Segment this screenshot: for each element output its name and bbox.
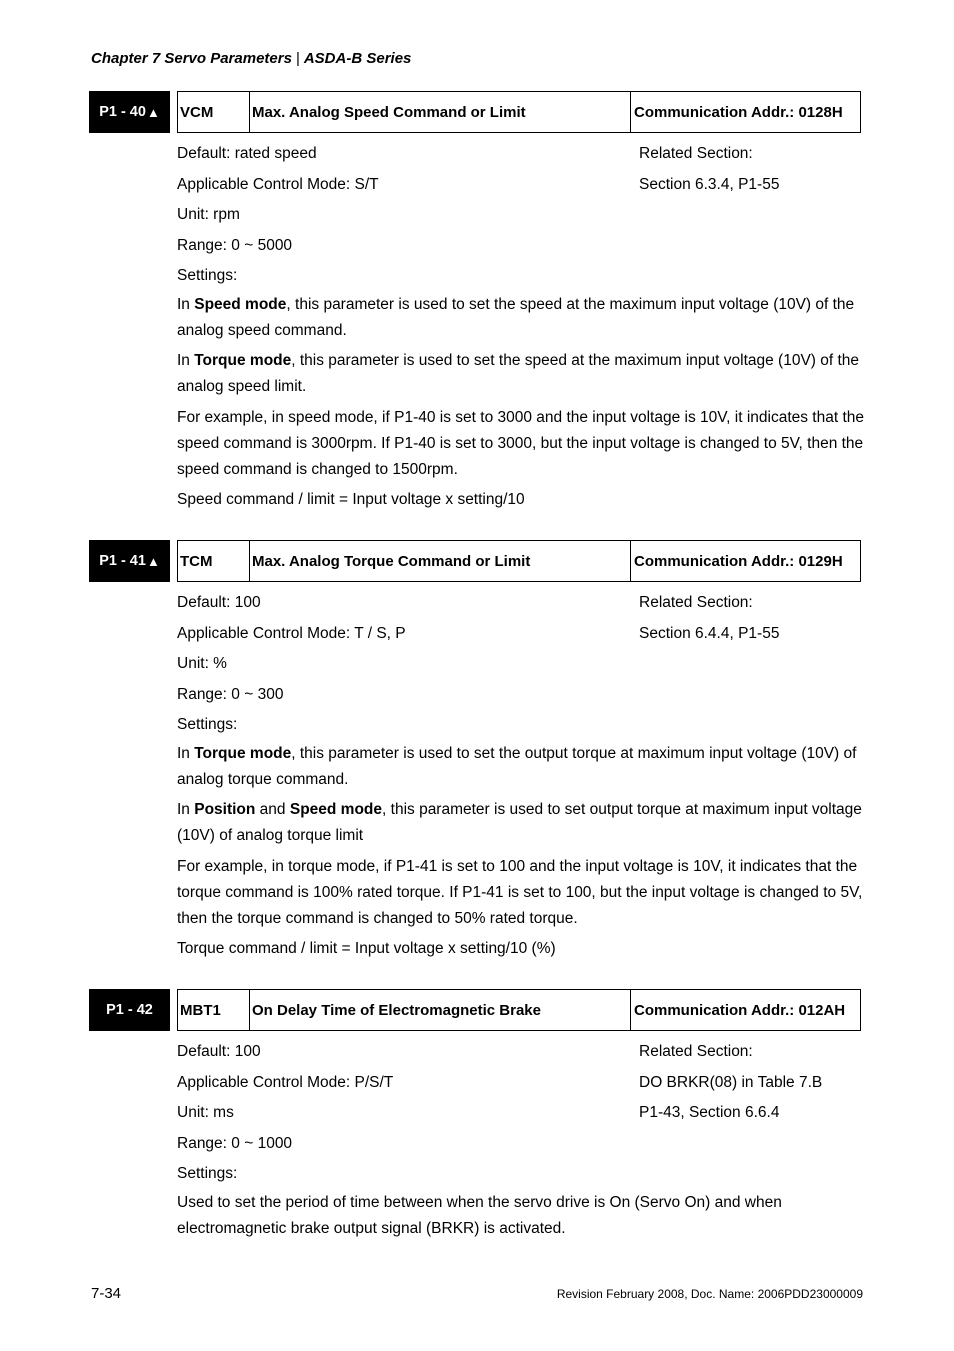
unit: Unit: rpm (177, 206, 240, 223)
param-comm-addr: Communication Addr.: 0128H (634, 103, 843, 121)
range: Range: 0 ~ 300 (177, 685, 284, 703)
triangle-marker-icon: ▲ (146, 553, 160, 569)
triangle-marker-icon: ▲ (146, 104, 160, 120)
default-value: Default: 100 (177, 594, 261, 611)
related-label: Related Section: (639, 1043, 753, 1060)
param-code: P1 - 41 (99, 553, 146, 569)
related-value: Section 6.4.4, P1-55 (639, 624, 780, 642)
param-code-badge (89, 91, 170, 133)
param-abbr: TCM (178, 541, 250, 581)
param-p1-42 (89, 989, 861, 1246)
header-separator: | (295, 50, 300, 67)
page-number: 7-34 (91, 1285, 122, 1302)
param-title-table (177, 989, 861, 1031)
param-code-badge (89, 989, 170, 1031)
settings-label: Settings: (177, 716, 238, 733)
param-comm-addr: Communication Addr.: 012AH (634, 1001, 846, 1019)
related-value: DO BRKR(08) in Table 7.B (639, 1073, 823, 1091)
settings-paragraph: Used to set the period of time between when the servo drive is On (Servo On) and when electromagnetic brake output signal (BRKR) is activated. (177, 1193, 782, 1237)
param-title-table (177, 540, 861, 582)
control-mode: Applicable Control Mode: S/T (177, 175, 379, 193)
settings-label: Settings: (177, 1165, 238, 1182)
formula: Torque command / limit = Input voltage x setting/10 (%) (177, 940, 556, 957)
settings-paragraph: In Position and Speed mode, this parameter is used to set output torque at maximum input voltage (10V) of analog torque limit (177, 801, 862, 844)
settings-paragraph: In Speed mode, this parameter is used to set the speed at the maximum input voltage (10V) of the analog speed command. (177, 295, 855, 339)
param-code: P1 - 40 (99, 104, 146, 120)
param-header (89, 540, 861, 582)
chapter-title: Chapter 7 Servo Parameters (91, 50, 292, 67)
formula: Speed command / limit = Input voltage x setting/10 (177, 491, 525, 508)
range: Range: 0 ~ 5000 (177, 236, 293, 254)
param-body (177, 588, 861, 962)
settings-paragraph: In Torque mode, this parameter is used to set the output torque at maximum input voltage (10V) of analog torque command. (177, 744, 857, 788)
param-abbr: VCM (178, 92, 250, 132)
related-label: Related Section: (639, 594, 753, 611)
param-abbr: MBT1 (178, 990, 250, 1030)
param-name: Max. Analog Torque Command or Limit (250, 541, 631, 581)
unit: Unit: ms (177, 1104, 234, 1121)
related-value: P1-43, Section 6.6.4 (639, 1104, 780, 1121)
settings-label: Settings: (177, 267, 238, 284)
related-section (639, 1037, 822, 1129)
param-body (177, 1037, 861, 1242)
default-value: Default: rated speed (177, 145, 317, 162)
related-section (639, 139, 779, 200)
param-body (177, 139, 865, 513)
param-title-table (177, 91, 861, 133)
param-code-badge (89, 540, 170, 582)
param-comm-addr: Communication Addr.: 0129H (634, 552, 843, 570)
param-name: Max. Analog Speed Command or Limit (250, 92, 631, 132)
control-mode: Applicable Control Mode: T / S, P (177, 624, 406, 642)
param-header (89, 91, 861, 133)
range: Range: 0 ~ 1000 (177, 1134, 293, 1152)
example-paragraph: For example, in torque mode, if P1-41 is set to 100 and the input voltage is 10V, it indicates that the torque command is 100% rated torque. If P1-41 is set to 100, but the input voltage is changed to 5V, then the torque command is changed to 50% rated torque. (177, 857, 863, 927)
related-value: Section 6.3.4, P1-55 (639, 175, 780, 193)
related-section (639, 588, 779, 649)
control-mode: Applicable Control Mode: P/S/T (177, 1073, 394, 1091)
param-p1-40 (89, 91, 865, 518)
related-label: Related Section: (639, 145, 753, 162)
param-p1-41 (89, 540, 861, 967)
unit: Unit: % (177, 655, 227, 672)
series-title: ASDA-B Series (303, 50, 412, 67)
param-code: P1 - 42 (106, 1002, 153, 1018)
example-paragraph: For example, in speed mode, if P1-40 is set to 3000 and the input voltage is 10V, it indicates that the speed command is 3000rpm. If P1-40 is set to 3000, but the input voltage is changed to 5V, then the speed command is changed to 1500rpm. (177, 408, 865, 478)
revision-info: Revision February 2008, Doc. Name: 2006PDD23000009 (556, 1287, 863, 1301)
default-value: Default: 100 (177, 1043, 261, 1060)
settings-paragraph: In Torque mode, this parameter is used to set the speed at the maximum input voltage (10V) of the analog speed limit. (177, 352, 860, 395)
page-header (91, 50, 411, 67)
param-name: On Delay Time of Electromagnetic Brake (250, 990, 631, 1030)
param-header (89, 989, 861, 1031)
